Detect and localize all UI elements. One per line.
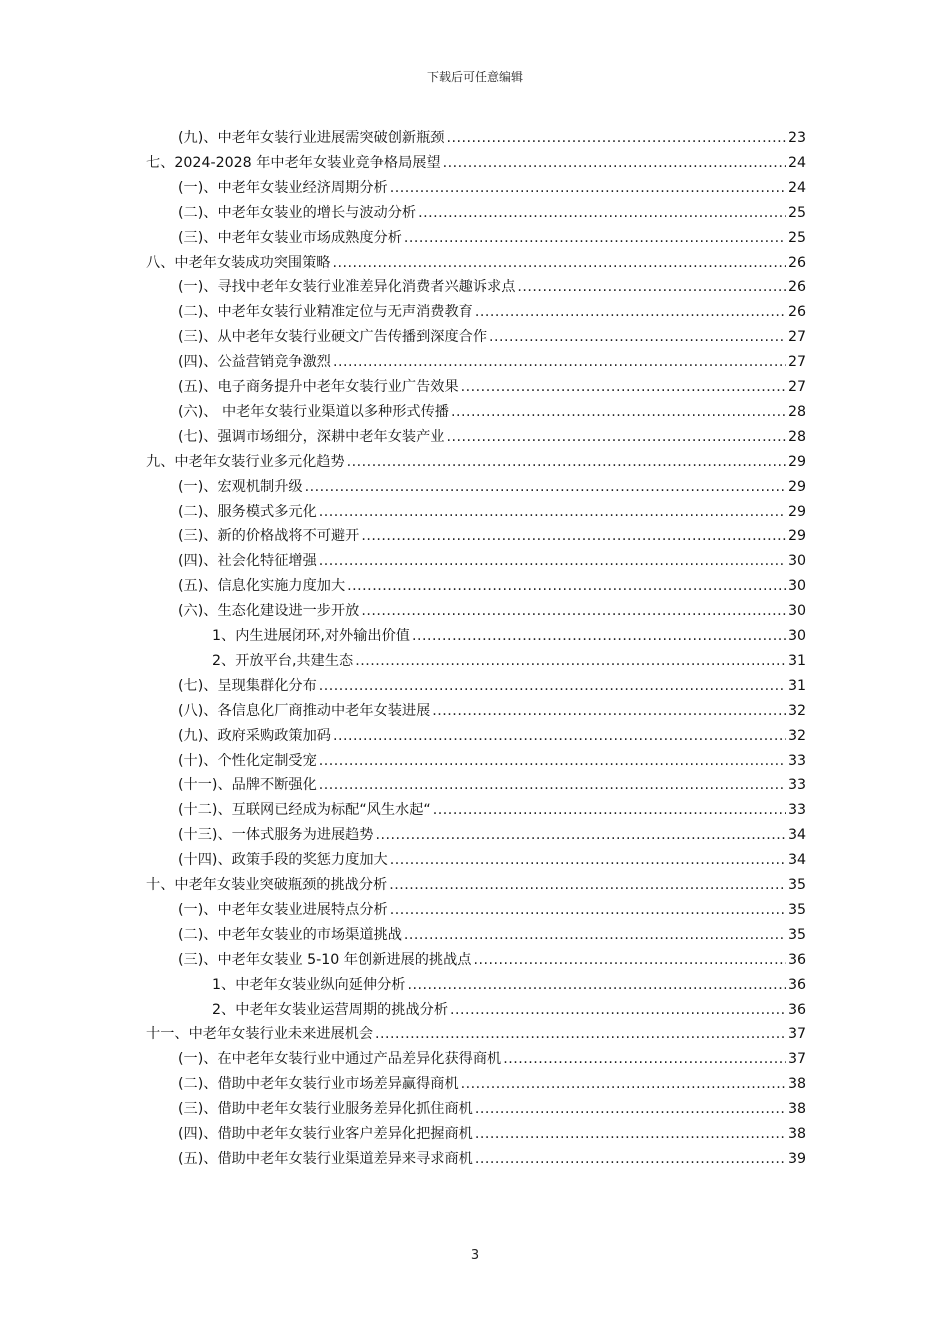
toc-entry-page: 29 (787, 503, 806, 520)
toc-entry-title: (三)、中老年女装业市场成熟度分析 (178, 229, 402, 246)
toc-entry-page: 36 (787, 1001, 806, 1018)
toc-entry-title: 九、中老年女装行业多元化趋势 (146, 453, 345, 470)
toc-entry-title: (三)、中老年女装业 5-10 年创新进展的挑战点 (178, 951, 472, 968)
toc-entry-page: 35 (787, 926, 806, 943)
toc-entry-page: 26 (787, 254, 806, 271)
toc-entry-title: 1、中老年女装业纵向延伸分析 (212, 976, 406, 993)
toc-entry-title: 七、2024-2028 年中老年女装业竞争格局展望 (146, 154, 441, 171)
toc-entry-title: (三)、新的价格战将不可避开 (178, 528, 360, 545)
toc-dot-leader (404, 226, 786, 251)
toc-entry-title: (二)、中老年女装业的市场渠道挑战 (178, 926, 402, 943)
toc-entry[interactable] (178, 1122, 806, 1147)
toc-entry[interactable] (178, 1097, 806, 1122)
toc-entry[interactable] (178, 1147, 806, 1172)
toc-entry[interactable] (178, 524, 806, 549)
toc-entry-title: 十、中老年女装业突破瓶颈的挑战分析 (146, 877, 388, 893)
toc-entry[interactable] (178, 923, 806, 948)
toc-entry-page: 32 (787, 702, 806, 719)
toc-dot-leader (319, 749, 786, 774)
toc-dot-leader (319, 674, 786, 699)
toc-entry-title: 2、中老年女装业运营周期的挑战分析 (212, 1001, 449, 1018)
toc-dot-leader (361, 524, 786, 549)
toc-entry-page: 38 (787, 1076, 806, 1093)
toc-entry-page: 26 (787, 279, 806, 296)
toc-entry[interactable] (178, 226, 806, 251)
toc-entry-title: (二)、中老年女装业的增长与波动分析 (178, 204, 417, 221)
toc-entry[interactable] (178, 798, 806, 823)
toc-entry[interactable] (178, 425, 806, 450)
toc-entry[interactable] (178, 176, 806, 201)
toc-entry-page: 39 (787, 1150, 806, 1167)
toc-entry[interactable] (178, 574, 806, 599)
toc-entry-title: 八、中老年女装成功突围策略 (146, 254, 331, 271)
toc-entry-title: (一)、在中老年女装行业中通过产品差异化获得商机 (178, 1051, 502, 1068)
toc-dot-leader (475, 1097, 786, 1122)
toc-entry[interactable] (178, 773, 806, 798)
toc-dot-leader (475, 1147, 786, 1172)
toc-entry[interactable] (178, 948, 806, 973)
toc-entry-page: 38 (787, 1101, 806, 1118)
toc-dot-leader (305, 475, 786, 500)
toc-entry-page: 33 (787, 777, 806, 794)
toc-entry-page: 37 (787, 1051, 806, 1068)
toc-entry[interactable] (178, 375, 806, 400)
toc-dot-leader (390, 898, 786, 923)
toc-entry-title: (三)、借助中老年女装行业服务差异化抓住商机 (178, 1101, 473, 1118)
toc-entry[interactable] (178, 749, 806, 774)
toc-entry[interactable] (178, 674, 806, 699)
toc-entry[interactable] (178, 724, 806, 749)
toc-entry[interactable] (146, 251, 806, 276)
toc-dot-leader (319, 500, 786, 525)
toc-entry-title: (五)、借助中老年女装行业渠道差异来寻求商机 (178, 1150, 473, 1167)
toc-dot-leader (347, 574, 786, 599)
toc-entry[interactable] (178, 549, 806, 574)
toc-entry-title: (一)、寻找中老年女装行业准差异化消费者兴趣诉求点 (178, 279, 516, 296)
toc-entry-page: 36 (787, 951, 806, 968)
toc-dot-leader (443, 151, 786, 176)
toc-entry-title: (一)、宏观机制升级 (178, 478, 303, 495)
toc-entry-page: 29 (787, 478, 806, 495)
toc-entry-title: (九)、中老年女装行业进展需突破创新瓶颈 (178, 130, 445, 146)
toc-entry[interactable] (146, 151, 806, 176)
toc-entry-page: 34 (787, 827, 806, 844)
toc-entry[interactable] (212, 649, 806, 674)
toc-dot-leader (432, 699, 786, 724)
toc-entry-page: 32 (787, 727, 806, 744)
toc-entry[interactable] (146, 450, 806, 475)
toc-entry-page: 27 (787, 354, 806, 371)
toc-entry-page: 37 (787, 1026, 806, 1043)
toc-entry-page: 33 (787, 752, 806, 769)
toc-entry[interactable] (212, 998, 806, 1023)
toc-entry-page: 26 (787, 304, 806, 321)
toc-entry-title: (六)、生态化建设进一步开放 (178, 603, 360, 620)
toc-entry[interactable] (178, 275, 806, 300)
toc-entry[interactable] (178, 126, 806, 151)
toc-entry-page: 29 (787, 528, 806, 545)
toc-entry-page: 35 (787, 877, 806, 893)
toc-dot-leader (333, 724, 786, 749)
toc-dot-leader (412, 624, 786, 649)
toc-dot-leader (389, 873, 786, 898)
toc-entry[interactable] (146, 1022, 806, 1047)
toc-dot-leader (446, 126, 785, 151)
toc-entry-title: (四)、公益营销竞争激烈 (178, 354, 331, 371)
toc-dot-leader (404, 923, 786, 948)
toc-entry-title: (三)、从中老年女装行业硬文广告传播到深度合作 (178, 329, 488, 346)
toc-entry[interactable] (178, 201, 806, 226)
toc-entry-page: 27 (787, 379, 806, 395)
toc-dot-leader (517, 275, 786, 300)
toc-dot-leader (319, 773, 786, 798)
toc-dot-leader (503, 1047, 786, 1072)
toc-dot-leader (461, 375, 786, 400)
toc-entry[interactable] (178, 500, 806, 525)
toc-entry-page: 30 (787, 553, 806, 570)
toc-entry[interactable] (178, 350, 806, 375)
toc-entry-page: 30 (787, 603, 806, 620)
toc-entry-page: 23 (787, 130, 806, 146)
toc-dot-leader (407, 973, 785, 998)
toc-entry-page: 30 (787, 578, 806, 595)
toc-dot-leader (475, 1122, 786, 1147)
toc-entry-page: 24 (787, 154, 806, 171)
toc-entry-title: (二)、服务模式多元化 (178, 503, 317, 520)
page-number: 3 (470, 1248, 480, 1263)
toc-entry-title: (四)、借助中老年女装行业客户差异化把握商机 (178, 1126, 473, 1142)
toc-entry-page: 25 (787, 229, 806, 246)
toc-entry-page: 31 (787, 677, 806, 694)
toc-dot-leader (418, 201, 786, 226)
toc-dot-leader (347, 450, 786, 475)
toc-entry-title: (二)、中老年女装行业精准定位与无声消费教育 (178, 304, 473, 321)
toc-entry-page: 31 (787, 652, 806, 669)
toc-entry-page: 33 (787, 802, 806, 819)
toc-entry[interactable] (146, 873, 806, 898)
toc-entry-title: (二)、借助中老年女装行业市场差异赢得商机 (178, 1076, 459, 1093)
toc-entry[interactable] (178, 1047, 806, 1072)
toc-entry-title: (六)、 中老年女装行业渠道以多种形式传播 (178, 403, 449, 420)
toc-entry-page: 36 (787, 976, 806, 993)
toc-entry-title: (十一)、品牌不断强化 (178, 777, 317, 794)
toc-dot-leader (473, 948, 785, 973)
toc-dot-leader (333, 350, 786, 375)
toc-entry-title: (七)、强调市场细分，深耕中老年女装产业 (178, 428, 445, 445)
page-header: 下载后可任意编辑 (426, 70, 523, 84)
toc-entry[interactable] (178, 325, 806, 350)
toc-entry-page: 38 (787, 1126, 806, 1142)
toc-entry-page: 29 (787, 453, 806, 470)
toc-entry[interactable] (212, 973, 806, 998)
toc-entry[interactable] (178, 898, 806, 923)
toc-entry-title: (五)、信息化实施力度加大 (178, 578, 346, 595)
toc-entry-title: (一)、中老年女装业经济周期分析 (178, 179, 388, 196)
toc-dot-leader (489, 325, 786, 350)
toc-entry-title: (九)、政府采购政策加码 (178, 727, 331, 744)
toc-entry[interactable] (178, 699, 806, 724)
toc-dot-leader (390, 848, 786, 873)
toc-entry-title: (十)、个性化定制受宠 (178, 752, 317, 769)
toc-entry-title: (四)、社会化特征增强 (178, 553, 317, 570)
toc-entry-title: 1、内生进展闭环,对外输出价值 (212, 628, 410, 644)
toc-entry-title: (十三)、一体式服务为进展趋势 (178, 827, 374, 844)
toc-entry-page: 24 (787, 179, 806, 196)
toc-entry[interactable] (178, 475, 806, 500)
toc-dot-leader (451, 400, 786, 425)
toc-entry-page: 35 (787, 901, 806, 918)
toc-entry-title: (一)、中老年女装业进展特点分析 (178, 901, 388, 918)
toc-dot-leader (375, 1022, 786, 1047)
toc-entry-page: 28 (787, 428, 806, 445)
toc-entry-title: (十四)、政策手段的奖惩力度加大 (178, 852, 388, 869)
toc-entry-title: (七)、呈现集群化分布 (178, 677, 317, 694)
toc-entry[interactable] (212, 624, 806, 649)
toc-dot-leader (390, 176, 786, 201)
toc-dot-leader (446, 425, 785, 450)
toc-entry-page: 28 (787, 403, 806, 420)
toc-dot-leader (319, 549, 786, 574)
toc-dot-leader (376, 823, 786, 848)
toc-dot-leader (433, 798, 786, 823)
toc-entry-title: (八)、各信息化厂商推动中老年女装进展 (178, 702, 431, 719)
toc-dot-leader (461, 1072, 786, 1097)
toc-entry[interactable] (178, 1072, 806, 1097)
toc-entry-page: 25 (787, 204, 806, 221)
toc-dot-leader (475, 300, 786, 325)
toc-entry[interactable] (178, 848, 806, 873)
toc-entry[interactable] (178, 400, 806, 425)
toc-entry-title: (十二)、互联网已经成为标配“风生水起“ (178, 802, 431, 819)
toc-entry[interactable] (178, 823, 806, 848)
toc-entry-title: (五)、电子商务提升中老年女装行业广告效果 (178, 379, 459, 395)
toc-entry-title: 十一、中老年女装行业未来进展机会 (146, 1026, 374, 1043)
toc-dot-leader (361, 599, 786, 624)
toc-dot-leader (355, 649, 786, 674)
toc-entry-title: 2、开放平台,共建生态 (212, 652, 354, 669)
toc-dot-leader (450, 998, 786, 1023)
toc-entry[interactable] (178, 300, 806, 325)
toc-entry-page: 27 (787, 329, 806, 346)
toc-dot-leader (332, 251, 785, 276)
toc-entry-page: 34 (787, 852, 806, 869)
toc-entry[interactable] (178, 599, 806, 624)
toc-entry-page: 30 (787, 628, 806, 644)
